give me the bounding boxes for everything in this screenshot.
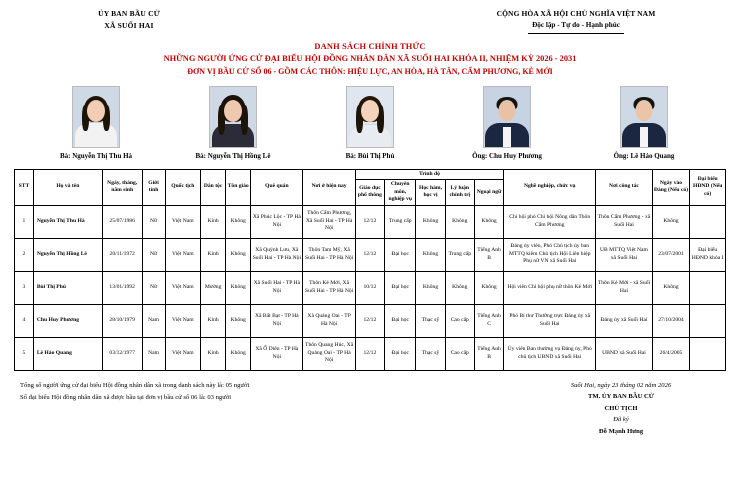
title-line-3: ĐƠN VỊ BẦU CỬ SỐ 06 - GỒM CÁC THÔN: HIỆU LỰC, AN HÒA, HÀ TÂN, CẨM PHƯƠNG, KẺ MỚI [187, 66, 553, 76]
signature-role: CHỦ TỊCH [604, 404, 638, 412]
cell-occupation: Ủy viên Ban thường vụ Đảng ủy, Phó chủ tịch UBND xã Suối Hai [504, 337, 596, 370]
cell-edu-academic: Thạc sỹ [416, 337, 445, 370]
cell-edu-language: Không [474, 271, 503, 304]
cell-hdnd [690, 205, 726, 238]
cell-edu-academic: Không [416, 238, 445, 271]
title-line-1: DANH SÁCH CHÍNH THỨC [314, 41, 426, 51]
cell-edu-politics: Không [445, 271, 474, 304]
cell-ethnicity: Mường [201, 271, 226, 304]
th-edu-general: Giáo dục phổ thông [355, 180, 384, 206]
th-occupation: Nghề nghiệp, chức vụ [504, 169, 596, 205]
cell-sex: Nam [142, 337, 165, 370]
signature-place-date: Suối Hai, ngày 23 tháng 02 năm 2026 [570, 381, 672, 389]
cell-edu-general: 12/12 [355, 238, 384, 271]
th-party-date: Ngày vào Đảng (Nếu có) [652, 169, 690, 205]
candidate-photo-name: Bà: Nguyễn Thị Hồng Lê [195, 151, 271, 160]
candidate-photo-cell [447, 86, 567, 160]
cell-nationality: Việt Nam [165, 337, 201, 370]
header-right-block [426, 8, 726, 34]
cell-nationality: Việt Nam [165, 238, 201, 271]
cell-edu-general: 12/12 [355, 304, 384, 337]
cell-residence: Thôn Cẩm Phương, Xã Suối Hai - TP Hà Nội [303, 205, 355, 238]
cell-dob: 25/07/1986 [102, 205, 142, 238]
th-edu-major: Chuyên môn, nghiệp vụ [385, 180, 416, 206]
cell-stt: 3 [15, 271, 34, 304]
table-row [15, 271, 726, 304]
cell-hometown: Xã Ổ Diên - TP Hà Nội [251, 337, 303, 370]
cell-edu-major: Trung cấp [385, 205, 416, 238]
cell-hdnd [690, 337, 726, 370]
signature-org: TM. ỦY BAN BẦU CỬ [588, 393, 654, 401]
footer-seats: Số đại biểu Hội đồng nhân dân xã được bầu tại đơn vị bầu cử số 06 là: 03 người [20, 394, 232, 402]
cell-workplace: UBND xã Suối Hai [596, 337, 652, 370]
document-footer [14, 380, 726, 438]
candidate-photo-strip [36, 86, 704, 160]
committee-line-1: ỦY BAN BẦU CỬ [98, 9, 160, 18]
cell-ethnicity: Kinh [201, 238, 226, 271]
th-hdnd: Đại biểu HĐND (Nếu có) [690, 169, 726, 205]
cell-dob: 28/10/1979 [102, 304, 142, 337]
cell-dob: 20/11/1972 [102, 238, 142, 271]
cell-religion: Không [226, 205, 251, 238]
candidate-portrait [620, 86, 668, 148]
table-header-row-1 [15, 169, 726, 180]
cell-fullname: Bùi Thị Phú [33, 271, 102, 304]
cell-workplace: Thôn Cẩm Phương - xã Suối Hai [596, 205, 652, 238]
cell-nationality: Việt Nam [165, 271, 201, 304]
cell-nationality: Việt Nam [165, 304, 201, 337]
th-nationality: Quốc tịch [165, 169, 201, 205]
cell-edu-academic: Không [416, 271, 445, 304]
table-row [15, 238, 726, 271]
candidate-photo-name: Ông: Chu Huy Phương [472, 151, 542, 160]
th-religion: Tôn giáo [226, 169, 251, 205]
cell-party-date: Không [652, 205, 690, 238]
candidate-photo-cell [310, 86, 430, 160]
cell-occupation: Hội viên Chi hội phụ nữ thôn Kẻ Mới [504, 271, 596, 304]
table-row [15, 205, 726, 238]
cell-party-date: 23/07/2001 [652, 238, 690, 271]
cell-religion: Không [226, 271, 251, 304]
table-row [15, 337, 726, 370]
cell-dob: 13/01/1992 [102, 271, 142, 304]
cell-edu-major: Đại học [385, 238, 416, 271]
cell-sex: Nữ [142, 205, 165, 238]
cell-residence: Xã Quảng Oai - TP Hà Nội [303, 304, 355, 337]
cell-stt: 4 [15, 304, 34, 337]
cell-workplace: UB MTTQ Việt Nam xã Suối Hai [596, 238, 652, 271]
cell-fullname: Nguyễn Thị Thu Hà [33, 205, 102, 238]
candidate-photo-name: Ông: Lê Hảo Quang [613, 151, 675, 160]
footer-total-candidates: Tổng số người ứng cử đại biểu Hội đồng nhân dân xã trong danh sách này là: 05 người [20, 381, 250, 389]
cell-stt: 2 [15, 238, 34, 271]
cell-residence: Thôn Kẻ Mới, Xã Suối Hai - TP Hà Nội [303, 271, 355, 304]
document-titles [14, 42, 726, 76]
cell-residence: Thôn Tam Mỹ, Xã Suối Hai - TP Hà Nội [303, 238, 355, 271]
cell-party-date: 27/10/2004 [652, 304, 690, 337]
signature-signed: Đã ký [613, 416, 629, 424]
cell-edu-major: Đại học [385, 271, 416, 304]
cell-sex: Nam [142, 304, 165, 337]
title-line-2: NHỮNG NGƯỜI ỨNG CỬ ĐẠI BIỂU HỘI ĐỒNG NHÂN DÂN XÃ SUỐI HAI KHÓA II, NHIỆM KỲ 2026 - 2031 [163, 53, 577, 63]
th-workplace: Nơi công tác [596, 169, 652, 205]
cell-fullname: Chu Huy Phương [33, 304, 102, 337]
cell-edu-major: Đại học [385, 304, 416, 337]
cell-sex: Nữ [142, 238, 165, 271]
national-motto: Độc lập - Tự do - Hạnh phúc [532, 21, 620, 29]
cell-edu-general: 10/12 [355, 271, 384, 304]
national-title: CỘNG HÒA XÃ HỘI CHỦ NGHĨA VIỆT NAM [496, 9, 656, 18]
cell-hometown: Xã Suối Hai - TP Hà Nội [251, 271, 303, 304]
th-dob: Ngày, tháng, năm sinh [102, 169, 142, 205]
cell-edu-politics: Cao cấp [445, 337, 474, 370]
cell-occupation: Phó Bí thư Thường trực Đảng ủy xã Suối Hai [504, 304, 596, 337]
cell-hometown: Xã Phúc Lộc - TP Hà Nội [251, 205, 303, 238]
cell-occupation: Chi hội phó Chi hội Nông dân Thôn Cẩm Phương [504, 205, 596, 238]
cell-ethnicity: Kinh [201, 205, 226, 238]
candidate-photo-cell [36, 86, 156, 160]
cell-sex: Nữ [142, 271, 165, 304]
cell-residence: Thôn Quang Húc, Xã Quảng Oai - TP Hà Nội [303, 337, 355, 370]
candidate-portrait [72, 86, 120, 148]
cell-dob: 03/12/1977 [102, 337, 142, 370]
th-sex: Giới tính [142, 169, 165, 205]
th-edu-language: Ngoại ngữ [474, 180, 503, 206]
cell-fullname: Nguyễn Thị Hồng Lê [33, 238, 102, 271]
cell-religion: Không [226, 337, 251, 370]
candidate-photo-name: Bà: Bùi Thị Phú [345, 151, 395, 160]
cell-edu-general: 12/12 [355, 205, 384, 238]
cell-workplace: Đảng ủy xã Suối Hai [596, 304, 652, 337]
table-body [15, 205, 726, 370]
footer-summary [14, 380, 249, 438]
th-edu-academic: Học hàm, học vị [416, 180, 445, 206]
cell-edu-politics: Không [445, 205, 474, 238]
signature-block [516, 380, 726, 438]
committee-line-2: XÃ SUỐI HAI [104, 20, 154, 30]
cell-edu-politics: Cao cấp [445, 304, 474, 337]
cell-religion: Không [226, 238, 251, 271]
cell-occupation: Đảng ủy viên, Phó Chủ tịch ủy ban MTTQ kiêm Chủ tịch Hội Liên hiệp Phụ nữ VN xã Suối Hai [504, 238, 596, 271]
candidate-portrait [483, 86, 531, 148]
cell-edu-language: Không [474, 205, 503, 238]
cell-party-date: 26/4/2005 [652, 337, 690, 370]
th-stt: STT [15, 169, 34, 205]
cell-workplace: Thôn Kẻ Mới - xã Suối Hai [596, 271, 652, 304]
candidate-photo-cell [584, 86, 704, 160]
th-fullname: Họ và tên [33, 169, 102, 205]
cell-edu-language: Tiếng Anh B [474, 238, 503, 271]
cell-hdnd [690, 271, 726, 304]
cell-hometown: Xã Quỳnh Lưu, Xã Suối Hai - TP Hà Nội [251, 238, 303, 271]
motto-underline [528, 33, 624, 34]
cell-nationality: Việt Nam [165, 205, 201, 238]
candidate-list-table [14, 169, 726, 371]
candidate-photo-cell [173, 86, 293, 160]
cell-edu-language: Tiếng Anh B [474, 337, 503, 370]
cell-party-date: Không [652, 271, 690, 304]
cell-edu-major: Đại học [385, 337, 416, 370]
candidate-photo-name: Bà: Nguyễn Thị Thu Hà [59, 151, 133, 160]
candidate-portrait [209, 86, 257, 148]
header-left-block [14, 8, 244, 31]
cell-hdnd [690, 304, 726, 337]
table-row [15, 304, 726, 337]
th-education-group: Trình độ [355, 169, 503, 180]
cell-hdnd: Đại biểu HĐND khóa I [690, 238, 726, 271]
cell-edu-language: Tiếng Anh C [474, 304, 503, 337]
signature-name: Đỗ Mạnh Hưng [598, 427, 644, 435]
cell-stt: 5 [15, 337, 34, 370]
cell-ethnicity: Kinh [201, 337, 226, 370]
cell-edu-politics: Trung cấp [445, 238, 474, 271]
cell-fullname: Lê Hảo Quang [33, 337, 102, 370]
th-ethnicity: Dân tộc [201, 169, 226, 205]
th-residence: Nơi ở hiện nay [303, 169, 355, 205]
cell-ethnicity: Kinh [201, 304, 226, 337]
cell-edu-academic: Thạc sỹ [416, 304, 445, 337]
cell-religion: Không [226, 304, 251, 337]
th-edu-politics: Lý luận chính trị [445, 180, 474, 206]
cell-edu-general: 12/12 [355, 337, 384, 370]
document-header [14, 8, 726, 34]
th-hometown: Quê quán [251, 169, 303, 205]
cell-hometown: Xã Bất Bạt - TP Hà Nội [251, 304, 303, 337]
candidate-portrait [346, 86, 394, 148]
cell-edu-academic: Không [416, 205, 445, 238]
cell-stt: 1 [15, 205, 34, 238]
